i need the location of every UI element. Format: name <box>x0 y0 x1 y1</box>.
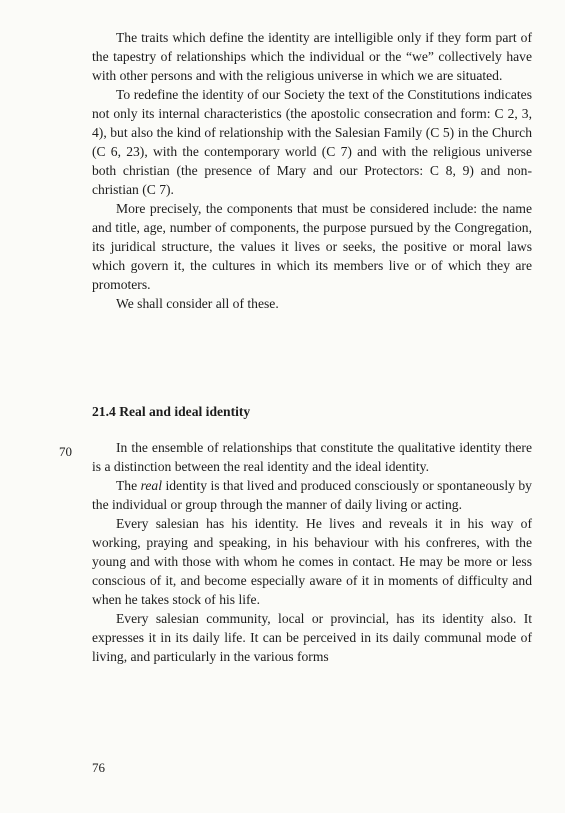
real-identity-lead: The <box>116 478 141 493</box>
paragraph-components: More precisely, the components that must be considered include: the name and title, age, number of components, the purpose pursued by the Congregation, its juridical structure, the values it lives or seeks, the positive or moral laws which govern it, the cultures in which its members live or of which they are promoters. <box>92 201 532 292</box>
real-identity-rest: identity is that lived and produced consciously or spontaneously by the individual or group through the manner of daily living or acting. <box>92 478 532 512</box>
paragraph-community: Every salesian community, local or provincial, has its identity also. It expresses it in its daily life. It can be perceived in its daily communal mode of living, and particularly in the various forms <box>92 611 532 664</box>
paragraph-ensemble: In the ensemble of relationships that constitute the qualitative identity there is a distinction between the real identity and the ideal identity. <box>92 440 532 474</box>
paragraph-real-identity <box>92 476 532 514</box>
paragraph-consider-all: We shall consider all of these. <box>116 296 279 311</box>
paragraph-redefine-identity: To redefine the identity of our Society the text of the Constitutions indicates not only its internal characteristics (the apostolic consecration and form: C 2, 3, 4), but also the kind of relationship with the Salesian Family (C 5) in the Church (C 6, 23), with the contemporary world (C 7) and with the religious universe both christian (the presence of Mary and our Protectors: C 8, 9) and non-christian (C 7). <box>92 87 532 197</box>
section-text-block <box>92 438 532 666</box>
paragraph-traits: The traits which define the identity are intelligible only if they form part of the tapestry of relationships which the individual or the “we” collectively have with other persons and with the religious universe in which we are situated. <box>92 30 532 83</box>
real-emphasis: real <box>140 478 163 493</box>
page-number: 76 <box>92 760 105 775</box>
margin-paragraph-number: 70 <box>59 444 72 459</box>
paragraph-every-salesian: Every salesian has his identity. He lives and reveals it in his way of working, praying and speaking, in his behaviour with his confreres, with the young and with those with whom he comes in contact. He may be more or less conscious of it, and become especially aware of it in moments of difficulty and when he takes stock of his life. <box>92 516 532 607</box>
section-heading: 21.4 Real and ideal identity <box>92 404 251 419</box>
intro-text-block <box>92 28 532 313</box>
